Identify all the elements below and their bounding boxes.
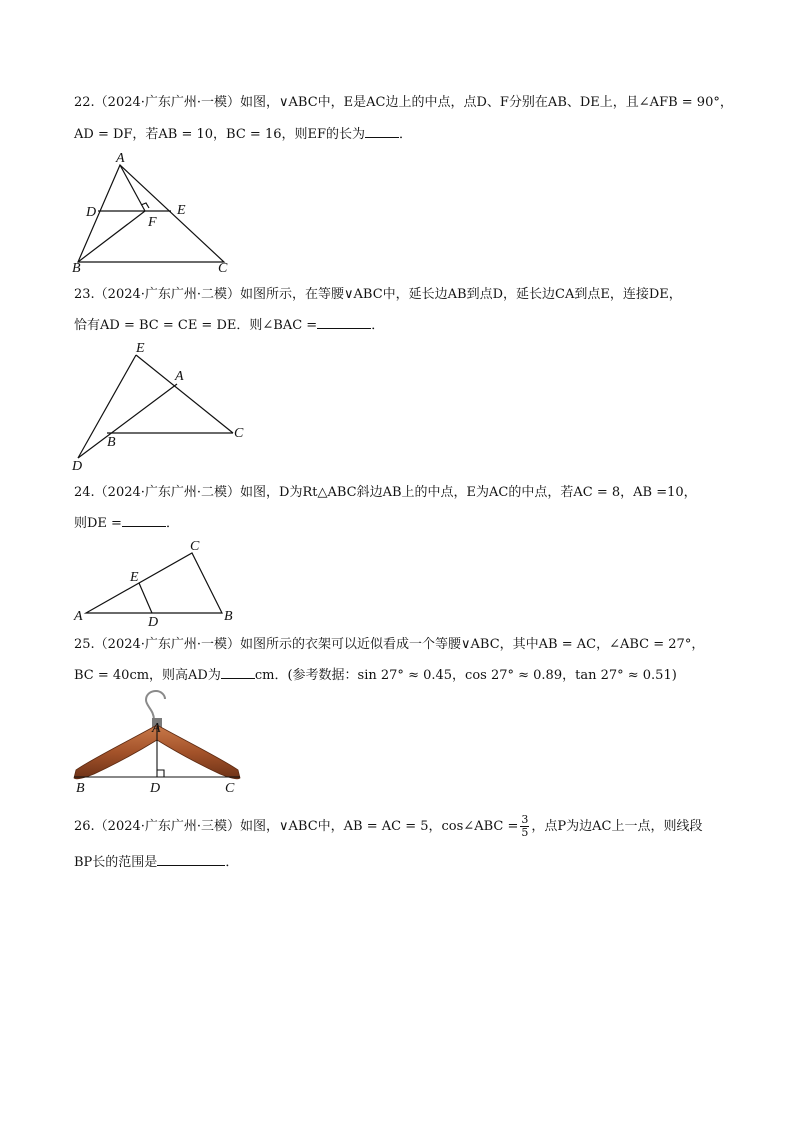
q22-line2-pre: AD = DF，若AB = 10，BC = 16，则EF的长为 — [74, 127, 366, 142]
q23-answer-blank[interactable] — [317, 315, 371, 329]
q25-line1: 25.（2024·广东广州·一模）如图所示的衣架可以近似看成一个等腰∨ABC，其中AB = AC，∠ABC = 27°， — [74, 637, 705, 652]
q24-label-e: E — [130, 570, 139, 585]
q25-label-b: B — [76, 781, 85, 796]
q25-label-c: C — [225, 781, 235, 796]
q26-line1 — [74, 814, 702, 840]
q22-line2 — [74, 124, 412, 144]
q24-triangle-abc — [86, 553, 222, 613]
q26-fraction-denominator: 5 — [521, 826, 529, 839]
q24-line2-pre: 则DE = — [74, 516, 122, 531]
q22-line1: 22.（2024·广东广州·一模）如图，∨ABC中，E是AC边上的中点，点D、F分别在AB、DE上，且∠AFB = 90°， — [74, 95, 733, 110]
q24-line2-post: ． — [165, 516, 179, 531]
q22-label-b: B — [72, 261, 81, 276]
q25-answer-blank[interactable] — [221, 665, 255, 679]
q24-label-b: B — [224, 609, 233, 624]
q25-label-a: A — [152, 721, 161, 736]
q26-line2-post: ． — [225, 855, 239, 870]
q24-segment-de — [139, 583, 152, 613]
q23-line2-post: ． — [371, 318, 385, 333]
q22-label-d: D — [86, 205, 97, 220]
q22-label-e: E — [177, 203, 186, 218]
q26-line2-pre: BP长的范围是 — [74, 855, 158, 870]
q25-right-angle-mark — [157, 770, 164, 777]
q24-label-a: A — [74, 609, 83, 624]
q24-line2 — [74, 513, 179, 533]
q25-hanger-figure — [70, 690, 250, 798]
q23-label-b: B — [107, 435, 116, 450]
q24-line1: 24.（2024·广东广州·二模）如图，D为Rt△ABC斜边AB上的中点，E为AC的中点，若AC = 8，AB =10， — [74, 485, 697, 500]
q23-segment-ec — [136, 355, 233, 433]
q23-label-c: C — [234, 426, 244, 441]
q25-line2 — [74, 665, 677, 685]
q23-segment-da — [78, 384, 177, 458]
q25-line2-pre: BC = 40cm，则高AD为 — [74, 668, 221, 683]
q25-line2-post: cm．(参考数据：sin 27° ≈ 0.45，cos 27° ≈ 0.89，tan 27° ≈ 0.51) — [254, 668, 677, 683]
q25-label-d: D — [150, 781, 161, 796]
q26-line1-post: ，点P为边AC上一点，则线段 — [531, 819, 703, 834]
q24-label-d: D — [148, 615, 159, 630]
q26-fraction-numerator: 3 — [521, 813, 529, 826]
q26-line1-pre: 26.（2024·广东广州·三模）如图，∨ABC中，AB = AC = 5，cos∠ABC = — [74, 819, 519, 834]
q22-triangle-abc — [78, 165, 224, 262]
q24-triangle-figure — [72, 538, 242, 628]
q26-line2 — [74, 852, 238, 872]
q22-label-c: C — [218, 261, 228, 276]
q22-triangle-figure — [70, 150, 240, 275]
q23-line2 — [74, 315, 384, 335]
q22-answer-blank[interactable] — [365, 124, 399, 138]
q26-fraction — [520, 814, 529, 839]
q26-answer-blank[interactable] — [157, 852, 225, 866]
q23-label-d: D — [72, 459, 83, 474]
q22-label-a: A — [116, 151, 125, 166]
q22-segment-af — [120, 165, 145, 211]
q24-label-c: C — [190, 539, 200, 554]
q25-hanger-hook — [146, 691, 165, 720]
q23-line1: 23.（2024·广东广州·二模）如图所示，在等腰∨ABC中，延长边AB到点D，延长边CA到点E，连接DE， — [74, 287, 682, 302]
q23-label-a: A — [175, 369, 184, 384]
q22-line2-post: ． — [399, 127, 413, 142]
q23-line2-pre: 恰有AD = BC = CE = DE．则∠BAC = — [74, 318, 318, 333]
q24-answer-blank[interactable] — [122, 513, 166, 527]
q22-label-f: F — [148, 215, 157, 230]
q23-triangle-figure — [70, 338, 250, 473]
q23-label-e: E — [136, 341, 145, 356]
